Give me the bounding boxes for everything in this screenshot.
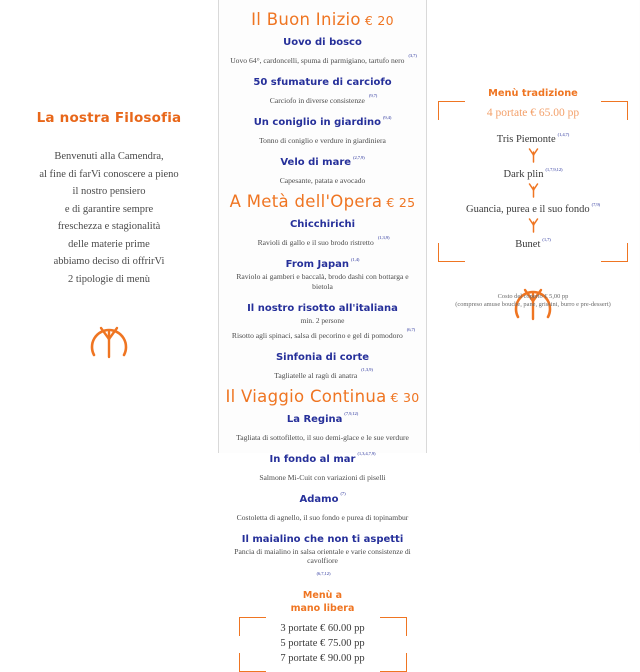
allergen-codes: (9,7) (368, 92, 378, 98)
bracket-corner-top-right (601, 101, 628, 120)
dish-description: Risotto agli spinaci, salsa di pecorino e gel di pomodoro (231, 330, 403, 340)
tree-separator-icon (527, 148, 540, 163)
philosophy-line: delle materie prime (68, 238, 150, 250)
course-title-text: Il Buon Inizio (251, 10, 361, 29)
allergen-codes: (1,4) (351, 256, 360, 262)
course-title-text: A Metà dell'Opera (229, 192, 383, 211)
philosophy-line: il nostro pensiero (72, 186, 146, 197)
dish-item (225, 112, 420, 148)
tradition-section (427, 0, 639, 322)
dish-item (225, 449, 420, 485)
tree-separator-icon (527, 218, 540, 233)
dish-description: Ravioli di gallo e il suo brodo ristretto (257, 238, 374, 247)
philosophy-line: abbiamo deciso di offrirVi (53, 256, 165, 267)
tradition-price: 4 portate € 65.00 pp (486, 107, 580, 119)
tradition-item-name: Tris Piemonte (496, 134, 556, 145)
allergen-codes: (1,7,9,12) (545, 166, 563, 172)
freehand-title-line2: mano libera (290, 602, 355, 614)
allergen-codes: (2,7,9) (353, 154, 365, 160)
tasting-menu-column (218, 0, 427, 665)
allergen-codes: (1,7) (542, 236, 551, 242)
freehand-price-option: 5 portate € 75.00 pp (280, 638, 365, 650)
dish-name: 50 sfumature di carciofo (253, 77, 392, 88)
camendra-tree-logo (87, 314, 131, 360)
dish-description: Carciofo in diverse consistenze (269, 96, 365, 105)
course-title (225, 387, 420, 406)
allergen-codes: (6,7) (406, 327, 416, 333)
dish-name: Il maialino che non ti aspetti (241, 533, 404, 545)
tradition-item-name: Dark plin (503, 169, 544, 180)
allergen-codes: (6,7,12) (316, 571, 331, 577)
dish-name: Il nostro risotto all'italiana (247, 302, 398, 314)
dish-name: In fondo al mar (269, 453, 356, 465)
course-price: € 30 (390, 389, 420, 405)
course-title (225, 10, 420, 29)
dish-description: Uovo 64°, cardoncelli, spuma di parmigiano, tartufo nero (230, 56, 405, 65)
course-section (225, 387, 420, 587)
tree-separator-icon (527, 183, 540, 198)
tradition-item-name: Bunet (515, 239, 541, 250)
courses-list (219, 0, 426, 672)
philosophy-line: freschezza e stagionalità (57, 221, 161, 232)
dish-note: min. 2 persone (300, 315, 345, 325)
dish-description: Tagliatelle al ragù di anatra (274, 370, 358, 380)
allergen-codes: (7) (340, 491, 346, 497)
dish-name: Un coniglio in giardino (253, 117, 381, 128)
dish-description: Capesante, patata e avocado (279, 176, 366, 185)
cover-charge-note (427, 293, 639, 310)
philosophy-line: e di garantire sempre (64, 203, 154, 215)
tradition-price-box (438, 101, 628, 262)
allergen-codes: (1,4,7) (557, 131, 570, 137)
tradition-menu-column (427, 0, 639, 453)
allergen-codes: (1,3,9) (361, 367, 373, 373)
allergen-codes: (1,3,9) (377, 234, 390, 240)
dish-item (225, 152, 420, 188)
allergen-codes: (7,9) (591, 201, 600, 207)
freehand-price-option: 7 portate € 90.00 pp (280, 653, 365, 665)
philosophy-text (0, 148, 218, 288)
dish-name: Sinfonia di corte (275, 351, 370, 363)
dish-item (225, 214, 420, 250)
allergen-codes: (7,9,12) (344, 411, 359, 417)
freehand-price-option: 3 portate € 60.00 pp (280, 623, 365, 635)
freehand-menu-title (225, 590, 420, 614)
philosophy-line: Benvenuti alla Camendra, (54, 151, 164, 162)
course-price: € 25 (386, 195, 416, 210)
dish-name: Velo di mare (280, 157, 352, 168)
allergen-codes: (3,7) (408, 52, 417, 58)
course-title-text: Il Viaggio Continua (225, 386, 387, 406)
dish-item (225, 409, 420, 445)
course-price: € 20 (364, 13, 394, 28)
dish-item (225, 529, 420, 587)
dish-description: Salmone Mi-Cuit con variazioni di piselli (259, 472, 386, 482)
cover-charge-line2: (compreso amuse bouche, pane, grissini, burro e pre-dessert) (455, 301, 611, 309)
dish-item (225, 489, 420, 525)
dish-item (225, 347, 420, 383)
dish-name: From Japan (285, 259, 350, 270)
dish-description: Raviolo ai gamberi e baccalà, brodo dashi con bottarga e bietola (236, 272, 409, 291)
allergen-codes: (9,4) (383, 114, 392, 120)
dish-name: Chicchirichi (289, 219, 356, 230)
logo-container (0, 314, 218, 360)
philosophy-title: La nostra Filosofia (36, 110, 182, 126)
course-separator (438, 183, 628, 198)
dish-description: Pancia di maialino in salsa orientale e varie consistenze di cavolfiore (234, 546, 411, 566)
bracket-corner-top-left (438, 101, 465, 120)
philosophy-column (0, 0, 218, 453)
dish-item (225, 298, 420, 343)
bracket-corner-bottom-right (601, 243, 628, 262)
bracket-corner-top-right (380, 617, 407, 636)
bracket-corner-bottom-right (380, 653, 407, 672)
dish-description: Tagliata di sottofiletto, il suo demi-glace e le sue verdure (236, 432, 409, 442)
dish-name: Uovo di bosco (283, 37, 362, 48)
course-section (225, 10, 420, 188)
bracket-corner-top-left (239, 617, 266, 636)
bracket-corner-bottom-left (239, 653, 266, 672)
philosophy-line: al fine di farVi conoscere a pieno (39, 168, 179, 180)
course-title (225, 192, 420, 211)
dish-description: Costoletta di agnello, il suo fondo e purea di topinambur (236, 512, 409, 522)
freehand-price-box (239, 617, 407, 672)
course-separator (438, 218, 628, 233)
tradition-item-name: Guancia, purea e il suo fondo (466, 204, 590, 215)
freehand-title-line1: Menù a (302, 590, 343, 602)
allergen-codes: (1,3,4,7,9) (357, 451, 376, 457)
course-separator (438, 148, 628, 163)
cover-charge-line1: Costo del coperto € 5,00 pp (497, 292, 569, 300)
dish-description: Tonno di coniglio e verdure in giardiniera (259, 136, 386, 145)
bracket-corner-bottom-left (438, 243, 465, 262)
dish-name: La Regina (286, 413, 343, 425)
tradition-title: Menù tradizione (488, 88, 578, 99)
course-section (225, 192, 420, 383)
dish-item (225, 72, 420, 108)
philosophy-section (0, 0, 218, 360)
dish-name: Adamo (299, 493, 339, 505)
philosophy-line: 2 tipologie di menù (68, 273, 150, 285)
dish-item (225, 254, 420, 294)
dish-item (225, 32, 420, 68)
